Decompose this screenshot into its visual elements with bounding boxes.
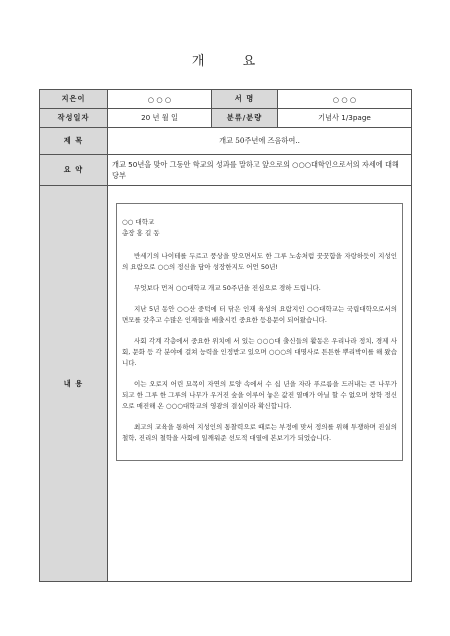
author-label: 지은이 [40, 90, 108, 109]
content-paragraph: 반세기의 나이테를 두르고 풍상을 맞으면서도 한 그루 노송처럼 꿋꿋함을 자랑하듯이 지성인의 요람으로 ○○의 정신을 담아 성장한지도 어언 50년! [122, 252, 397, 271]
letter-heading [122, 217, 397, 239]
school-name: ○○ 대학교 [122, 218, 155, 226]
content-cell [108, 186, 412, 582]
date-value: 20 년 월 일 [108, 109, 212, 128]
signer-name: 총장 홍 길 동 [122, 229, 160, 237]
content-label: 내 용 [40, 186, 108, 582]
summary-label: 요 약 [40, 155, 108, 186]
date-label: 작성일자 [40, 109, 108, 128]
category-label: 분류/분량 [212, 109, 278, 128]
author-value: ○ ○ ○ [108, 90, 212, 109]
signature-label: 서 명 [212, 90, 278, 109]
content-box [116, 203, 403, 461]
category-value: 기념사 1/3page [278, 109, 412, 128]
title-value: 개교 50주년에 즈음하여.. [108, 128, 412, 155]
content-paragraph: 지난 5년 동안 ○○산 중턱에 터 닦은 인재 육성의 요람지인 ○○대학교는 국립대학으로서의 면모를 갖추고 수많은 인재들을 배출시킨 중요한 등용문이 되어왔습니다. [122, 305, 397, 324]
content-paragraph: 무엇보다 먼저 ○○대학교 개교 50주년을 진심으로 경하 드립니다. [134, 284, 321, 292]
overview-form [39, 89, 412, 582]
signature-value: ○ ○ ○ [278, 90, 412, 109]
page-title: 개 요 [191, 54, 259, 69]
summary-value: 개교 50년을 맞아 그동안 학교의 성과를 말하고 앞으로의 ○○○대학인으로서의 자세에 대해 당부 [108, 155, 412, 186]
content-paragraph: 이는 오로지 어린 묘목이 자연의 토양 속에서 수 십 년을 자라 푸르름을 드러내는 큰 나무가 되고 한 그루 한 그루의 나무가 우거진 숲을 이루어 놓은 값진 열매가 아닐 할 수 없으며 창학 정신으로 매진해 온 ○○○대학교의 영광의 결실이라 확신합니다. [122, 380, 397, 410]
content-paragraph: 사회 각계 각층에서 중요한 위치에 서 있는 ○○○대 출신들의 활동은 우리나라 정치, 경제 사회, 문화 등 각 분야에 걸쳐 능력을 인정받고 있으며 ○○○의 대명사로 튼튼한 뿌리박이를 해 왔습니다. [122, 337, 397, 367]
title-label: 제 목 [40, 128, 108, 155]
content-paragraph: 최고의 교육을 통하여 지성인의 통찰력으로 때로는 부정에 맞서 정의를 위해 투쟁하며 진실의 철학, 진리의 철학을 사회에 일깨워준 선도적 대열에 본보기가 되었습니다. [122, 423, 397, 442]
